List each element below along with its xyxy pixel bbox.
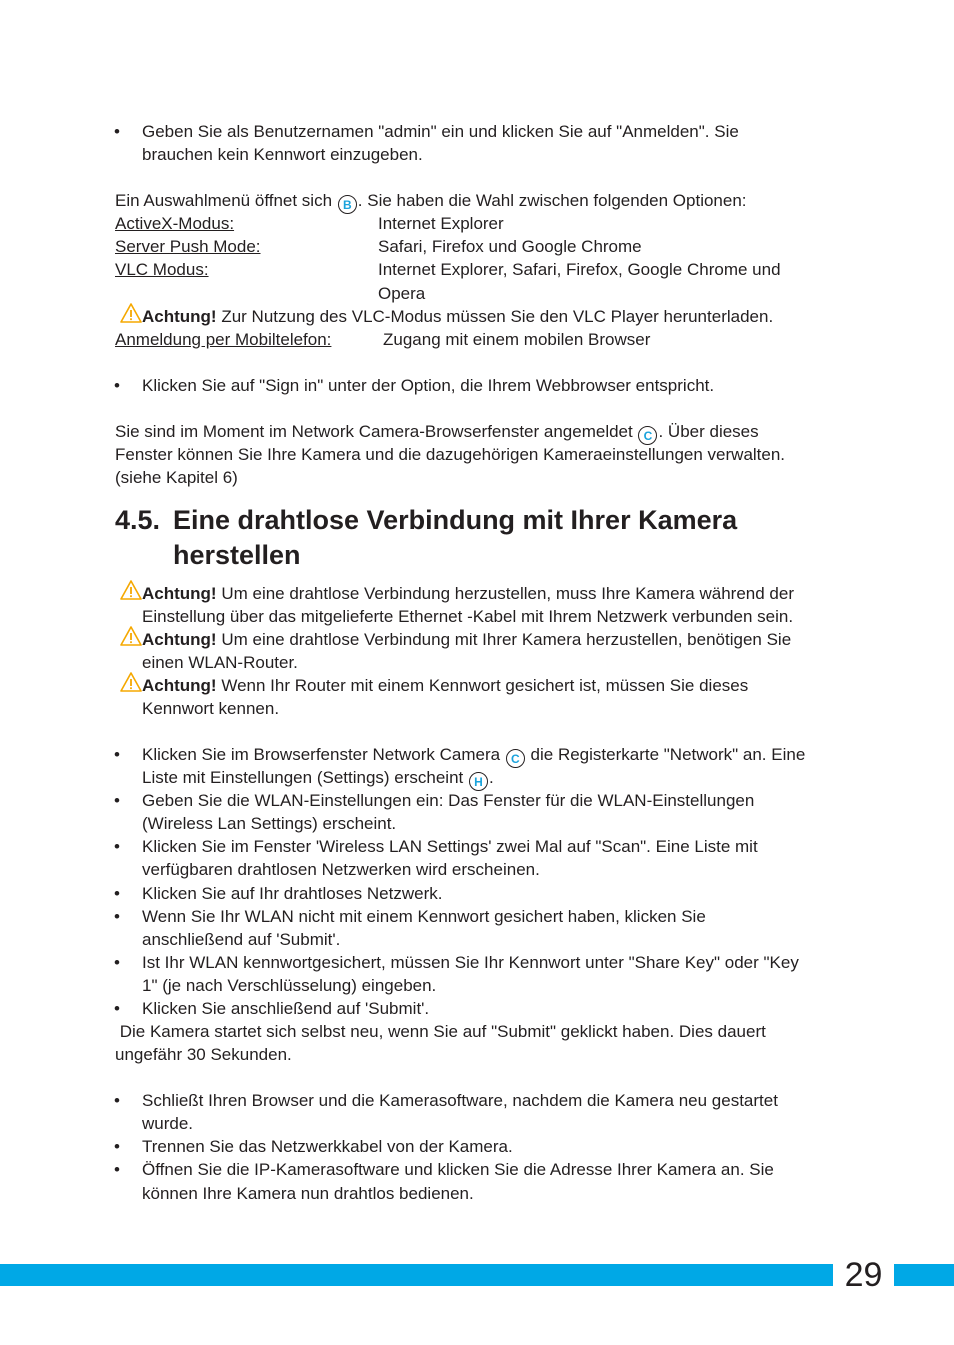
warning-triangle-icon — [120, 626, 142, 646]
option-value: Opera — [378, 284, 426, 303]
section-number: 4.5. — [115, 505, 161, 535]
step-text: verfügbaren drahtlosen Netzwerken wird erscheinen. — [142, 860, 540, 879]
step-text: Wenn Sie Ihr WLAN nicht mit einem Kennwort gesichert haben, klicken Sie — [142, 907, 706, 926]
step-text: 1" (je nach Verschlüsselung) eingeben. — [142, 976, 437, 995]
bullet-text: Geben Sie als Benutzernamen "admin" ein und klicken Sie auf "Anmelden". Sie — [142, 122, 739, 141]
mobile-value: Zugang mit einem mobilen Browser — [383, 330, 651, 349]
paragraph-line: ungefähr 30 Sekunden. — [115, 1045, 292, 1064]
warning-text: Kennwort kennen. — [142, 699, 280, 718]
bullet-mark: • — [114, 884, 120, 903]
option-label: ActiveX-Modus: — [115, 214, 235, 233]
option-value: Internet Explorer — [378, 214, 504, 233]
bullet-mark: • — [114, 791, 120, 810]
step-text: Öffnen Sie die IP-Kamerasoftware und klicken Sie die Adresse Ihrer Kamera an. Sie — [142, 1160, 774, 1179]
step-text: Ist Ihr WLAN kennwortgesichert, müssen Sie Ihr Kennwort unter "Share Key" oder "Key — [142, 953, 799, 972]
page-number: 29 — [833, 1254, 894, 1294]
bullet-mark: • — [114, 745, 120, 764]
bullet-mark: • — [114, 1160, 120, 1179]
bullet-mark: • — [114, 907, 120, 926]
marker-c-icon: C — [638, 426, 657, 445]
warning-triangle-icon — [120, 303, 142, 323]
warning-text: Einstellung über das mitgelieferte Ethernet -Kabel mit Ihrem Netzwerk verbunden sein. — [142, 607, 794, 626]
step-text: Liste mit Einstellungen (Settings) erscheint H . — [142, 768, 494, 789]
bullet-mark: • — [114, 122, 120, 141]
bullet-mark: • — [114, 837, 120, 856]
footer-bar — [0, 1264, 954, 1286]
paragraph-line: Fenster können Sie Ihre Kamera und die dazugehörigen Kameraeinstellungen verwalten. — [115, 445, 786, 464]
bullet-mark: • — [114, 999, 120, 1018]
option-label: VLC Modus: — [115, 260, 209, 279]
step-text: Schließt Ihren Browser und die Kamerasoftware, nachdem die Kamera neu gestartet — [142, 1091, 778, 1110]
marker-c-icon: C — [506, 749, 525, 768]
paragraph-line: Die Kamera startet sich selbst neu, wenn Sie auf "Submit" geklickt haben. Dies dauert — [115, 1022, 766, 1041]
section-title: herstellen — [173, 540, 301, 570]
section-title: Eine drahtlose Verbindung mit Ihrer Kamera — [173, 505, 738, 535]
option-label: Server Push Mode: — [115, 237, 261, 256]
bullet-mark: • — [114, 376, 120, 395]
step-text: können Ihre Kamera nun drahtlos bedienen. — [142, 1184, 474, 1203]
option-value: Safari, Firefox und Google Chrome — [378, 237, 642, 256]
warning-triangle-icon — [120, 672, 142, 692]
bullet-mark: • — [114, 953, 120, 972]
step-text: Trennen Sie das Netzwerkkabel von der Kamera. — [142, 1137, 513, 1156]
step-text: anschließend auf 'Submit'. — [142, 930, 341, 949]
warning-text: Achtung! Um eine drahtlose Verbindung mit Ihrer Kamera herzustellen, benötigen Sie — [142, 630, 792, 649]
step-text: Klicken Sie anschließend auf 'Submit'. — [142, 999, 430, 1018]
step-text: Klicken Sie im Fenster 'Wireless LAN Settings' zwei Mal auf "Scan". Eine Liste mit — [142, 837, 758, 856]
bullet-mark: • — [114, 1137, 120, 1156]
warning-triangle-icon — [120, 580, 142, 600]
bullet-text: Klicken Sie auf "Sign in" unter der Option, die Ihrem Webbrowser entspricht. — [142, 376, 715, 395]
warning-text: einen WLAN-Router. — [142, 653, 298, 672]
step-text: Klicken Sie auf Ihr drahtloses Netzwerk. — [142, 884, 443, 903]
marker-h-icon: H — [469, 772, 488, 791]
menu-intro: Ein Auswahlmenü öffnet sich B . Sie haben die Wahl zwischen folgenden Optionen: — [115, 191, 747, 212]
step-text: Klicken Sie im Browserfenster Network Camera C die Registerkarte "Network" an. Eine — [142, 745, 806, 766]
warning-text: Achtung! Um eine drahtlose Verbindung herzustellen, muss Ihre Kamera während der — [142, 584, 794, 603]
paragraph-line: Sie sind im Moment im Network Camera-Browserfenster angemeldet C . Über dieses — [115, 422, 759, 443]
step-text: wurde. — [142, 1114, 194, 1133]
warning-text: Achtung! Zur Nutzung des VLC-Modus müssen Sie den VLC Player herunterladen. — [142, 307, 774, 326]
marker-b-icon: B — [338, 195, 357, 214]
step-text: (Wireless Lan Settings) erscheint. — [142, 814, 397, 833]
step-text: Geben Sie die WLAN-Einstellungen ein: Das Fenster für die WLAN-Einstellungen — [142, 791, 755, 810]
bullet-mark: • — [114, 1091, 120, 1110]
paragraph-line: (siehe Kapitel 6) — [115, 468, 238, 487]
warning-text: Achtung! Wenn Ihr Router mit einem Kennwort gesichert ist, müssen Sie dieses — [142, 676, 749, 695]
mobile-label: Anmeldung per Mobiltelefon: — [115, 330, 332, 349]
bullet-text: brauchen kein Kennwort einzugeben. — [142, 145, 423, 164]
option-value: Internet Explorer, Safari, Firefox, Google Chrome und — [378, 260, 781, 279]
